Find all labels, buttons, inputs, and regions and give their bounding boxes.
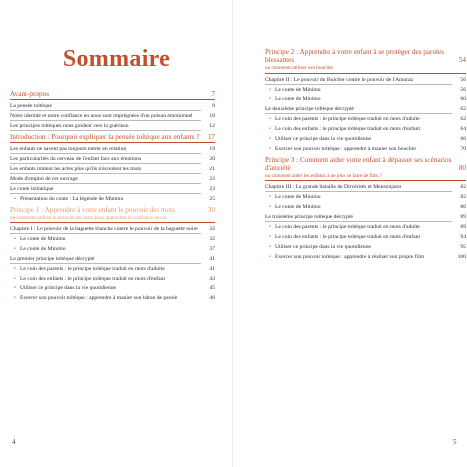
bullet-icon: • [269,243,271,250]
toc-entry [10,276,215,283]
toc-entry [265,214,466,221]
toc-entry-title: Le conte de Minimo [275,96,321,103]
toc-page-number: 21 [209,165,215,172]
toc-entry-title: Les particularités du cerveau de l'enfant face aux émotions [10,156,142,163]
toc-entry [10,256,215,263]
toc-page-number: 45 [209,285,215,292]
toc-page-number: 22 [209,175,215,182]
toc-entry-title: Exercer son pouvoir toltèque : apprendre à manier son bâton de parole [20,295,178,302]
toc-page-number: 56 [460,86,466,93]
toc-entry [265,136,466,143]
toc-entry-title: Chapitre III : La grande bataille de Dirvérités et Mensonjator [265,184,402,191]
left-page [0,0,233,467]
toc-entry-title: Utiliser ce principe dans la vie quotidienne [275,243,371,250]
toc-page-number: 23 [209,185,215,192]
bullet-icon: • [14,295,16,302]
toc-page-number: 94 [460,234,466,240]
toc-page-number: 46 [209,295,215,302]
toc-page-number: 7 [211,90,215,98]
toc-entry [265,184,466,191]
toc-page-number: 89 [460,224,466,231]
toc-entry-title: Présentation du conte : La légende de Minimu [20,195,124,202]
toc-entry-title: Le deuxième principe toltèque décrypté [265,106,354,113]
toc-page-number: 41 [209,255,215,262]
bullet-icon: • [14,265,16,272]
toc-entry-title: Le conte de Minimu [275,194,321,201]
toc-page-number: 62 [460,106,466,113]
toc-entry-title: La pensée toltèque [10,103,52,110]
toc-entry [265,77,466,84]
toc-entry [10,266,215,273]
toc-entry-title: Le coin des parents : le principe toltèque traduit en mots d'adulte [275,224,420,231]
toc-entry [10,226,215,233]
toc-page-number: 17 [207,132,215,141]
right-page [233,0,467,467]
toc-entry [10,196,215,203]
toc-section-subtitle: ou comment utiliser son bouclier [265,65,334,72]
toc-page-number: 82 [460,184,466,191]
toc-page-number: 10 [209,113,215,120]
toc-entry-title: Le coin des enfants : le principe toltèque traduit en mots d'enfant [20,275,166,282]
toc-page-number: 41 [209,265,215,272]
toc-entry-title: Le troisième principe toltèque décrypté [265,214,353,221]
toc-entry [10,295,215,302]
toc-entry-title: Exercer son pouvoir toltèque : apprendre à manier son bouclier [275,145,417,152]
toc-entry [10,113,215,120]
bullet-icon: • [269,204,271,211]
toc-page-number: 64 [460,126,466,133]
right-page-number: 5 [453,438,457,446]
toc-entry [265,254,466,261]
toc-section [10,206,215,214]
toc-entry-title: Le conte initiatique [10,185,54,192]
toc-entry-title: Chapitre I : Le pouvoir de la baguette blanche contre le pouvoir de la baguette noire [10,225,198,232]
toc-page-number: 66 [460,136,466,143]
bullet-icon: • [269,253,271,260]
toc-entry-title: Le coin des parents : le principe toltèque traduit en mots d'adulte [275,116,420,123]
bullet-icon: • [269,145,271,152]
toc-entry [10,166,215,173]
toc-entry [265,106,466,113]
section-divider [265,73,466,74]
toc-page-number: 80 [458,164,466,173]
bullet-icon: • [14,285,16,292]
left-toc [10,87,215,302]
section-divider [10,222,215,223]
right-toc [265,45,466,261]
toc-page-number: 70 [460,145,466,152]
toc-entry-title: Mode d'emploi de cet ouvrage [10,175,78,182]
toc-entry [265,204,466,211]
toc-entry-title: Utiliser ce principe dans la vie quotidienne [275,136,371,143]
toc-page-number: 8 [212,103,215,110]
toc-page-number: 30 [207,205,215,214]
toc-page-number: 12 [209,123,215,130]
toc-entry [10,285,215,292]
toc-page-number: 43 [209,275,215,282]
toc-entry [265,126,466,133]
toc-entry [265,224,466,231]
toc-entry-title: Introduction : Pourquoi expliquer la pensée toltèque aux enfants ? [10,132,200,141]
section-divider [10,99,215,100]
toc-entry-title: Le conte de Minimu [275,86,321,93]
toc-entry [265,244,466,251]
toc-entry-title: Le coin des parents : le principe toltèque traduit en mots d'adulte [20,265,165,272]
toc-entry [10,103,215,110]
toc-section-subtitle: ou comment utiliser le pouvoir des mots pour apprendre la confiance en soi [10,214,167,221]
section-divider [10,142,215,143]
toc-page-number: 32 [209,235,215,242]
toc-page-number: 32 [209,225,215,232]
toc-entry [10,146,215,153]
toc-entry [265,146,466,153]
left-page-number: 4 [12,438,16,446]
toc-page-number: 25 [209,195,215,202]
bullet-icon: • [269,96,271,103]
toc-entry [265,194,466,201]
toc-entry-title: Utiliser ce principe dans la vie quotidienne [20,285,116,292]
toc-page-number: 100 [457,253,466,260]
toc-page-number: 89 [460,214,466,221]
toc-entry-title: Principe 2 : Apprendre à votre enfant à se protéger des paroles blessantes [265,48,445,65]
toc-entry-title: Les enfants ne savent pas toujours entrer en relation [10,146,127,153]
toc-entry-title: Les principes toltèques nous guident vers la guérison [10,123,129,130]
toc-page-number: 19 [209,146,215,153]
toc-entry [265,96,466,103]
toc-page-number: 37 [209,245,215,252]
toc-entry-title: Les enfants imitent les actes plus qu'ils n'écoutent les mots [10,165,142,172]
toc-entry-title: Notre identité et notre confiance en nous sont imprégnées d'un poison émotionnel [10,113,193,120]
toc-entry-title: Principe 3 : Comment aider votre enfant à dépasser ses scénarios d'anxiété [265,155,452,173]
toc-entry-title: Le coin des enfants : le principe toltèque traduit en mots d'enfant [275,126,421,133]
bullet-icon: • [269,224,271,231]
page-title: Sommaire [62,46,171,72]
toc-entry [265,87,466,94]
toc-entry-title: Chapitre II : Le pouvoir du Bulclier contre le pouvoir de l'Amuraz [265,76,414,83]
toc-entry [265,234,466,241]
toc-entry [10,123,215,130]
toc-entry-title: Le conte de Minimo [20,245,66,252]
bullet-icon: • [14,235,16,242]
toc-entry [265,116,466,123]
toc-page-number: 82 [460,194,466,201]
toc-section [10,133,215,141]
toc-section-subtitle: ou comment aider les enfants à ne plus se faire de film ? [265,173,382,180]
toc-entry-title: Le coin des enfants : le principe toltèque traduit en mots d'enfant [275,234,421,240]
toc-page-number: 56 [460,76,466,83]
bullet-icon: • [14,195,16,202]
toc-page-number: 86 [460,204,466,211]
toc-page-number: 20 [209,156,215,163]
toc-page-number: 95 [460,243,466,250]
toc-page-number: 54 [458,56,466,65]
toc-entry-title: Le conte de Minimu [20,235,66,242]
toc-entry-title: Avant-propos [10,90,49,98]
toc-page-number: 60 [460,96,466,103]
toc-section [10,90,215,98]
bullet-icon: • [269,86,271,93]
toc-entry [10,186,215,193]
toc-entry-title: Principe 1 : Apprendre à votre enfant le pouvoir des mots [10,205,175,214]
toc-entry-title: Exercer son pouvoir toltèque : apprendre à réaliser son propre film [275,253,425,260]
toc-entry-title: Le premier principe toltèque décrypté [10,255,95,262]
toc-entry-title: Le conte de Minimo [275,204,321,211]
bullet-icon: • [14,245,16,252]
toc-entry [10,176,215,183]
toc-entry [10,156,215,163]
bullet-icon: • [269,126,271,133]
toc-section [265,48,466,64]
bullet-icon: • [269,116,271,123]
toc-entry [10,246,215,253]
toc-page-number: 62 [460,116,466,123]
section-divider [265,180,466,181]
bullet-icon: • [269,136,271,143]
bullet-icon: • [14,275,16,282]
bullet-icon: • [269,234,271,240]
bullet-icon: • [269,194,271,201]
toc-section [265,156,466,172]
toc-entry [10,236,215,243]
